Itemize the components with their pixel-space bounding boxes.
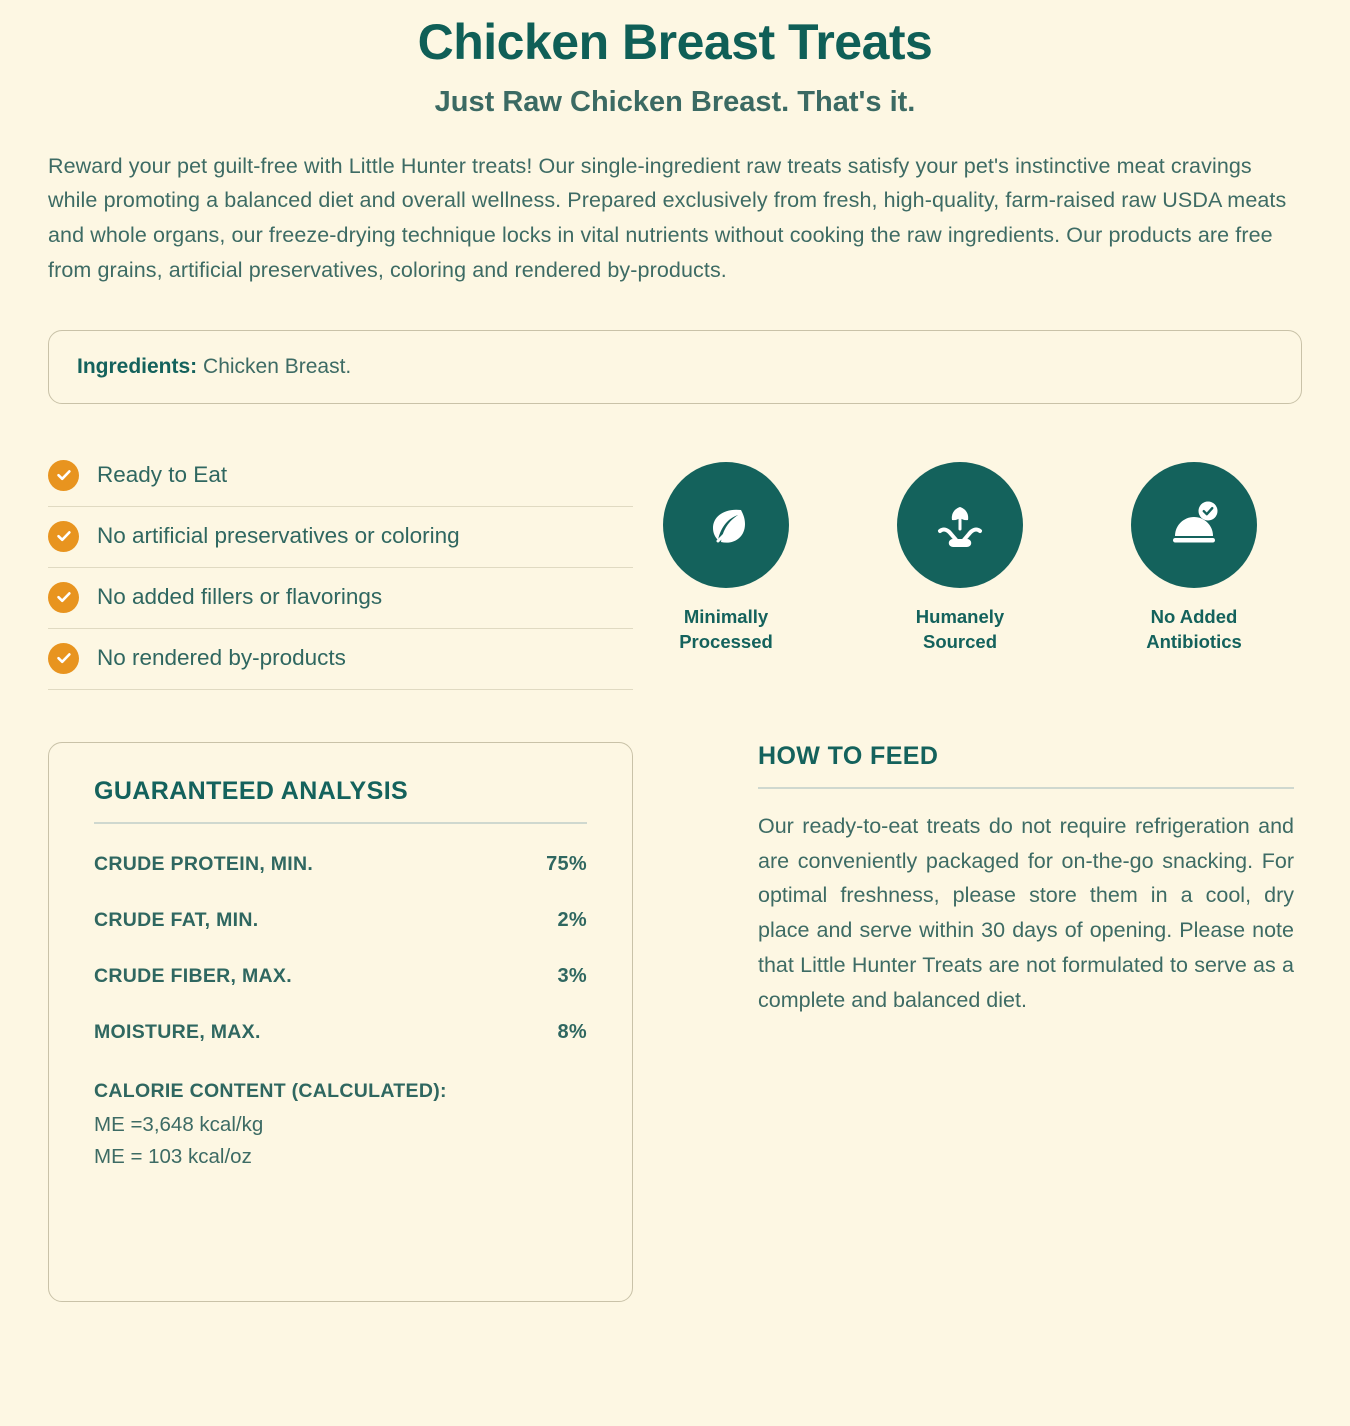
how-to-feed-panel (633, 742, 1302, 1018)
feature-label: No added fillers or flavorings (97, 584, 383, 610)
ingredients-label: Ingredients: (77, 354, 198, 378)
calorie-line: ME = 103 kcal/oz (94, 1144, 252, 1168)
trust-badges (633, 444, 1302, 655)
analysis-value: 8% (557, 1020, 587, 1043)
feature-label: No rendered by-products (97, 645, 346, 671)
guaranteed-analysis-panel (48, 742, 633, 1302)
check-icon (48, 521, 79, 552)
analysis-value: 2% (557, 908, 587, 931)
features-and-badges-row (48, 444, 1302, 690)
hands-plant-icon (897, 462, 1023, 588)
analysis-value: 3% (557, 964, 587, 987)
calorie-content-heading: CALORIE CONTENT (CALCULATED): (94, 1079, 447, 1102)
analysis-label: CRUDE FIBER, MAX. (94, 964, 292, 987)
badge-label (882, 605, 1038, 655)
how-to-feed-text: Our ready-to-eat treats do not require refrigeration and are conveniently packaged for on-the-go snacking. For optimal freshness, please store them in a cool, dry place and serve within 30 days of opening. Please note that Little Hunter Treats are not formulated to serve as a complete and balanced diet. (758, 813, 1294, 1012)
badge-label-line1: No Added (1150, 605, 1238, 627)
analysis-and-feeding-row (48, 742, 1302, 1302)
divider (94, 822, 587, 824)
list-item (48, 568, 633, 629)
feature-checklist (48, 444, 633, 690)
leaf-icon (663, 462, 789, 588)
check-icon (48, 460, 79, 491)
list-item (48, 507, 633, 568)
guaranteed-analysis-heading: GUARANTEED ANALYSIS (94, 776, 409, 805)
bowl-check-icon (1131, 462, 1257, 588)
table-row (94, 892, 587, 948)
check-icon (48, 582, 79, 613)
table-row (94, 1004, 587, 1060)
page-subtitle: Just Raw Chicken Breast. That's it. (434, 85, 916, 118)
page-title: Chicken Breast Treats (417, 14, 933, 70)
check-icon (48, 643, 79, 674)
divider (758, 787, 1294, 789)
calorie-line: ME =3,648 kcal/kg (94, 1112, 264, 1136)
badge-minimally-processed (648, 462, 804, 655)
badge-label-line1: Minimally (683, 605, 769, 627)
analysis-label: CRUDE FAT, MIN. (94, 908, 259, 931)
ingredients-value: Chicken Breast. (203, 354, 352, 378)
feature-label: No artificial preservatives or coloring (97, 523, 460, 549)
table-row (94, 948, 587, 1004)
badge-label-line1: Humanely (915, 605, 1005, 627)
intro-paragraph: Reward your pet guilt-free with Little Hunter treats! Our single-ingredient raw treats satisfy your pet's instinctive meat cravings while promoting a balanced diet and overall wellness. Prepared exclusively from fresh, high-quality, farm-raised raw USDA meats and whole organs, our freeze-drying technique locks in vital nutrients without cooking the raw ingredients. Our products are free from grains, artificial preservatives, coloring and rendered by-products. (48, 153, 1287, 282)
analysis-label: CRUDE PROTEIN, MIN. (94, 852, 314, 875)
badge-label-line2: Sourced (922, 630, 998, 652)
table-row (94, 836, 587, 892)
badge-humanely-sourced (882, 462, 1038, 655)
badge-no-added-antibiotics (1116, 462, 1272, 655)
list-item (48, 446, 633, 507)
list-item (48, 629, 633, 690)
analysis-label: MOISTURE, MAX. (94, 1020, 261, 1043)
analysis-value: 75% (546, 852, 587, 875)
ingredients-panel (48, 330, 1302, 404)
badge-label-line2: Antibiotics (1146, 630, 1242, 652)
badge-label-line2: Processed (679, 630, 773, 652)
badge-label (648, 605, 804, 655)
how-to-feed-heading: HOW TO FEED (758, 741, 939, 770)
feature-label: Ready to Eat (97, 462, 228, 488)
badge-label (1116, 605, 1272, 655)
